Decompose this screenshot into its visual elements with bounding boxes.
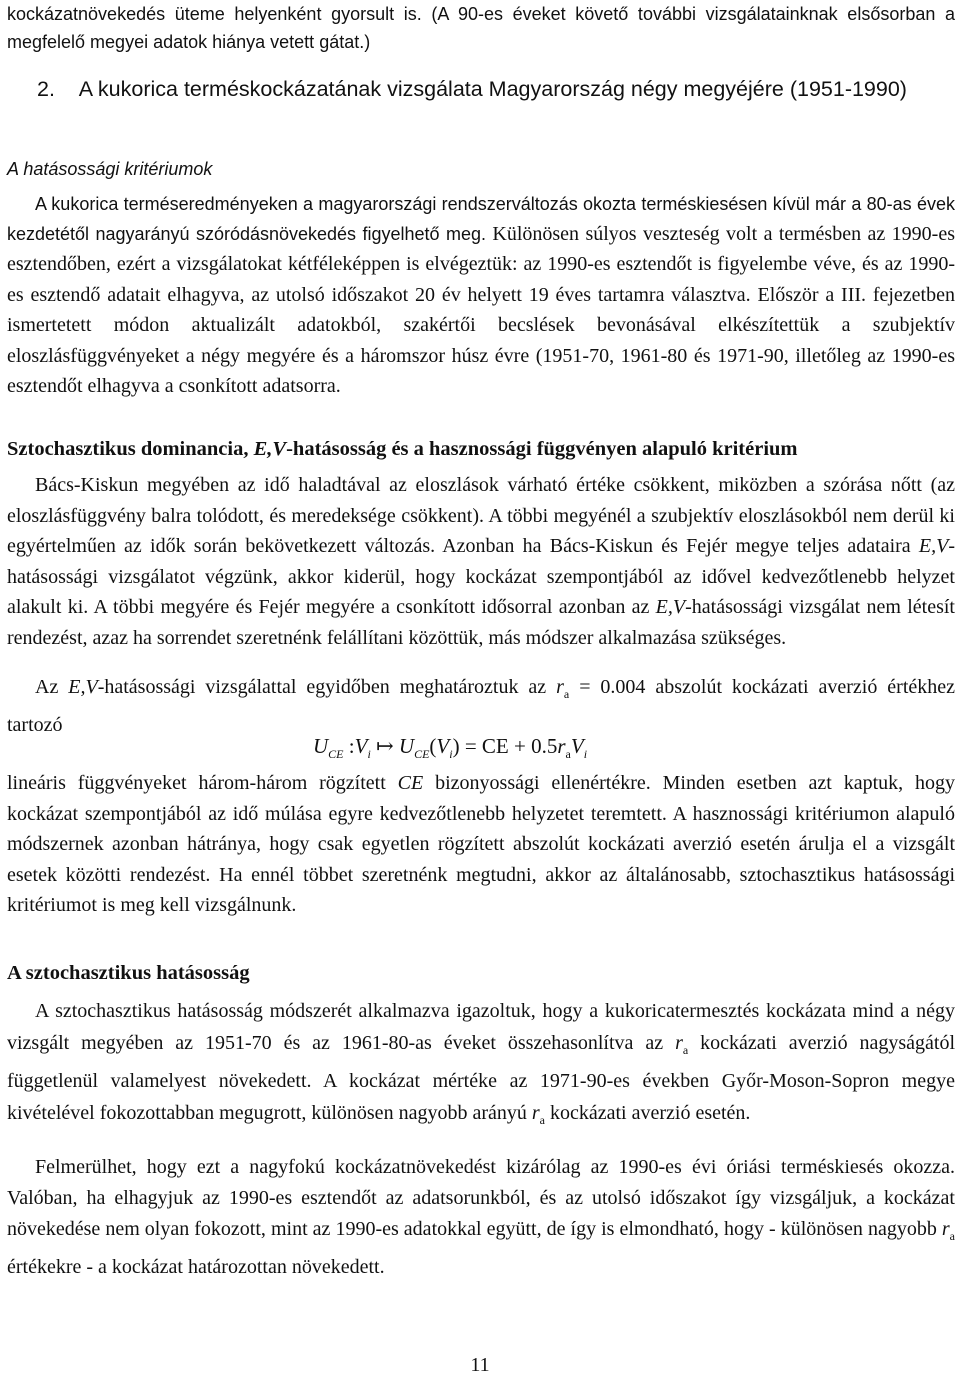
formula-sub-a: a: [565, 747, 571, 762]
utility-formula: [313, 734, 587, 762]
formula-sub-ce-2: CE: [414, 747, 430, 762]
formula-rest: ) = CE + 0.5: [452, 734, 558, 758]
page-number: 11: [470, 1354, 490, 1376]
dominance-paragraph-1: [7, 470, 955, 653]
stochastic-p2-b: értékekre - a kockázat határozottan növekedett.: [7, 1256, 385, 1278]
risk-aversion-symbol-4: [941, 1218, 955, 1243]
ra-a: a: [563, 687, 570, 701]
stochastic-title: A sztochasztikus hatásosság: [7, 962, 250, 984]
formula-sub-i-2: i: [449, 747, 453, 762]
intro-paragraph: [7, 0, 955, 56]
ra-a-4: a: [949, 1229, 955, 1243]
subsection-heading-dominance: [7, 438, 955, 461]
dominance-paragraph-3: [7, 768, 955, 921]
formula-u-2: U: [398, 734, 415, 758]
dominance-p1-b: -hatásossági vizsgálatot végzünk, akkor kiderül, hogy kockázat szempontjából az idővel kedvezőtlenebb helyzet alakult ki. A többi megyére és Fejér megyére a csonkított idősorral azonban az: [7, 535, 955, 618]
dominance-p2-c: abszolút kockázati averzió értékhez tartozó: [7, 676, 955, 736]
section-2-heading: [7, 75, 955, 104]
dominance-p1-ev2: E,V: [655, 596, 686, 618]
dominance-p1-c: -hatásossági vizsgálat nem létesít rendezést, azaz ha sorrendet szeretnénk felállítani közöttük, más módszer alkalmazása szükséges.: [7, 596, 955, 649]
ra-r-2: r: [675, 1031, 683, 1054]
risk-aversion-symbol-3: [531, 1101, 545, 1127]
dominance-p1-a: Bács-Kiskun megyében az idő haladtával az eloszlások várható értéke csökkent, miközben a szórása nőtt (az eloszlásfüggvény balra tolódott, és meredeksége csökkent). A többi megyénél a szubjektív eloszlásokból nem derül ki egyértelműen az idők során bekövetkezett változás. Azonban ha Bács-Kiskun és Fejér megye teljes adataira: [7, 474, 955, 557]
ra-r-3: r: [531, 1101, 540, 1124]
formula-r: r: [557, 734, 566, 758]
ra-r-4: r: [941, 1218, 950, 1240]
section-title: A kukorica terméskockázatának vizsgálata Magyarország négy megyéjére (1951-1990): [78, 77, 907, 101]
formula-u: U: [313, 734, 329, 758]
formula-sub-ce: CE: [328, 747, 344, 762]
stochastic-p1-b: kockázati averzió nagyságától függetlenül valamelyest növekedett. A kockázat mértéke az 1971-90-es években Győr-Moson-Sopron megye kivételével fokozottabban megugrott, különösen nagyobb arányú: [7, 1031, 956, 1124]
dominance-title-post: -hatásosság és a hasznossági függvényen alapuló kritérium: [286, 438, 798, 460]
criteria-paragraph: [7, 190, 955, 402]
subsection-heading-criteria: [7, 159, 955, 180]
stochastic-p2-a: Felmerülhet, hogy ezt a nagyfokú kockázatnövekedést kizárólag az 1990-es évi óriási terméskiesés okozza. Valóban, ha elhagyjuk az 1990-es esztendőt az adatsorunkból, és az utolsó időszakot így vizsgáljuk, a kockázat növekedése nem olyan fokozott, mint az 1990-es adatokkal együtt, de így is elmondható, hogy - különösen nagyobb: [7, 1156, 955, 1240]
dominance-p2-b: -hatásossági vizsgálattal egyidőben meghatároztuk az: [97, 676, 547, 698]
ra-a-2: a: [682, 1042, 689, 1057]
criteria-text-sans: A kukorica terméseredményeken a magyarországi rendszerváltozás okozta terméskiesésen kívül már a 80-as évek kezdetétől nagyarányú szóródásnövekedés figyelhető meg.: [7, 194, 955, 244]
subsection-title-criteria: A hatásossági kritériumok: [7, 159, 213, 179]
ra-r: r: [556, 676, 564, 698]
section-number: 2.: [37, 77, 55, 101]
formula-v-3: V: [570, 734, 584, 758]
subsection-heading-stochastic: [7, 962, 955, 985]
risk-aversion-symbol-2: [675, 1031, 689, 1057]
formula-sub-i: i: [367, 747, 371, 762]
ra-a-3: a: [539, 1112, 545, 1127]
dominance-p3-a: lineáris függvényeket három-három rögzített: [7, 772, 386, 794]
dominance-title-pre: Sztochasztikus dominancia,: [7, 438, 254, 460]
formula-colon: :: [348, 734, 355, 758]
dominance-p3-b: bizonyossági ellenértékre. Minden esetben azt kaptuk, hogy kockázat szempontjából az idő múlása egyre kedvezőtlenebb helyzetet teremtett. A hasznossági kritériumon alapuló módszernek azonban hátránya, hogy csak egyetlen rögzített abszolút kockázati averzió esetén árulja el a vizsgált esetek közötti rendezést. Ha ennél többet szeretnénk megtudni, akkor az általánosabb, sztochasztikus hatásossági kritériumot is meg kell vizsgálnunk.: [7, 772, 956, 916]
dominance-p2-ev: E,V: [68, 676, 98, 698]
risk-aversion-value: = 0.004: [579, 676, 646, 698]
stochastic-p1-c: kockázati averzió esetén.: [549, 1101, 751, 1124]
dominance-title-ev: E,V: [253, 438, 287, 460]
formula-v-2: V: [436, 734, 450, 758]
dominance-p1-ev1: E,V: [918, 535, 949, 557]
stochastic-paragraph-2: [7, 1152, 955, 1283]
stochastic-paragraph-1: [7, 996, 955, 1136]
risk-aversion-symbol: [556, 676, 570, 701]
formula-sub-i-3: i: [583, 747, 588, 762]
ce-symbol: CE: [397, 772, 424, 794]
intro-text: kockázatnövekedés üteme helyenként gyorsult is. (A 90-es éveket követő további vizsgálatainknak elsősorban a megfelelő megyei adatok hiánya vetett gátat.): [7, 4, 955, 52]
criteria-text-serif: Különösen súlyos veszteség volt a termésben az 1990-es esztendőben, ezért a vizsgálatokat kétféleképpen is elvégeztük: az 1990-es esztendőt is figyelembe véve, és az 1990-es esztendő adatait elhagyva, az utolsó időszakot 20 év helyett 19 éves tartamra választva. Először a III. fejezetben ismertetett módon aktualizált adatokból, szakértői becslések bevonásával elkészítettük a szubjektív eloszlásfüggvényeket a négy megyére és a háromszor húsz évre (1951-70, 1961-80 és 1971-90, illetőleg az 1990-es esztendőt elhagyva a csonkított adatsorra.: [7, 222, 955, 397]
formula-mapsto: ↦: [376, 734, 394, 758]
dominance-p2-a: Az: [35, 676, 69, 698]
formula-open-paren: (: [429, 734, 437, 758]
stochastic-p1-a: A sztochasztikus hatásosság módszerét alkalmazva igazoltuk, hogy a kukoricatermesztés kockázata mind a négy vizsgált megyében az 1951-70 és az 1961-80-as éveket összehasonlítva az: [7, 1000, 955, 1054]
formula-v: V: [354, 734, 368, 758]
dominance-paragraph-2: [7, 672, 955, 741]
